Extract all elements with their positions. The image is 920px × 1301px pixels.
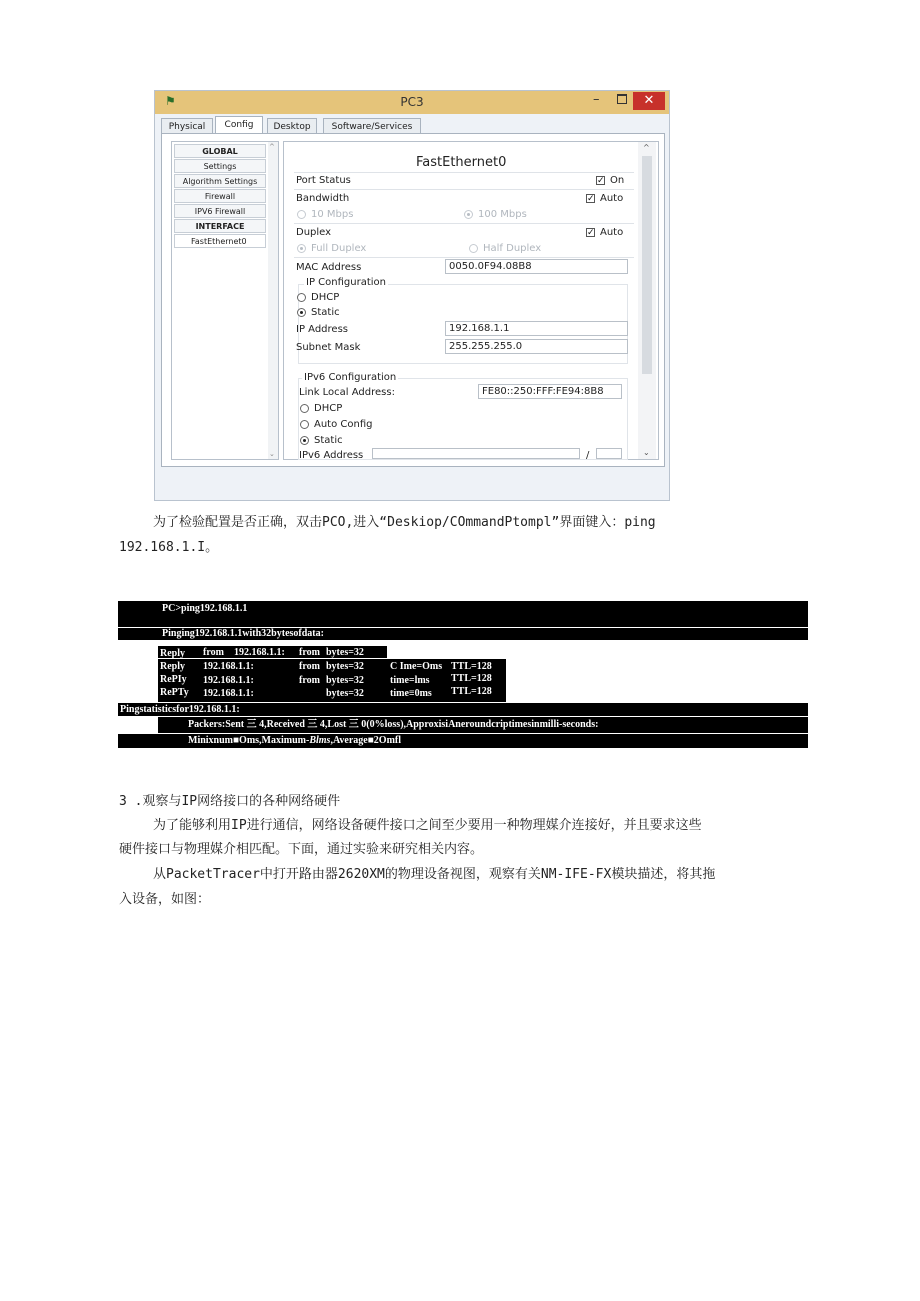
- duplex-auto-label: Auto: [600, 227, 624, 238]
- mac-address-field[interactable]: 0050.0F94.08B8: [445, 259, 628, 274]
- tab-config[interactable]: Config: [215, 116, 263, 135]
- ip-address-field[interactable]: 192.168.1.1: [445, 321, 628, 336]
- ipv6-address-field[interactable]: [372, 448, 580, 459]
- ip-config-label: IP Configuration: [306, 277, 386, 288]
- sidebar-item-global[interactable]: GLOBAL: [174, 144, 266, 158]
- title-bar: [155, 91, 669, 114]
- radio-static-label: Static: [311, 307, 340, 318]
- duplex-label: Duplex: [296, 227, 332, 238]
- console-cmd: PC>ping192.168.1.1: [162, 603, 248, 614]
- reply-3-ttl: TTL=128: [451, 673, 492, 684]
- window-title: PC3: [400, 95, 424, 109]
- radio-ipv6-dhcp-label: DHCP: [314, 403, 343, 414]
- radio-full-duplex[interactable]: [297, 244, 306, 253]
- console-minmax-a: Minixnum■Oms,Maximum-: [188, 735, 310, 746]
- sidebar-scrollbar[interactable]: [268, 142, 278, 459]
- reply-1-from: from: [203, 647, 224, 658]
- minimize-icon[interactable]: –: [593, 92, 600, 107]
- console-stats: Pingstatisticsfor192.168.1.1:: [120, 704, 240, 715]
- reply-3-time: time=lms: [390, 675, 430, 686]
- tab-software-services[interactable]: Software/Services: [323, 118, 421, 134]
- ipv6-prefix-field[interactable]: [596, 448, 622, 459]
- subnet-mask-label: Subnet Mask: [296, 342, 361, 353]
- console-packets: Packers:Sent 三 4,Received 三 4,Lost 三 0(0%loss),ApproxisiAneroundcriptimesinmilli-seconds:: [188, 719, 599, 730]
- panel-scrollbar[interactable]: [638, 142, 656, 459]
- reply-2-bytes: bytes=32: [326, 661, 364, 672]
- radio-100mbps[interactable]: [464, 210, 473, 219]
- sidebar-item-firewall[interactable]: Firewall: [174, 189, 266, 203]
- radio-dhcp-label: DHCP: [311, 292, 340, 303]
- radio-ipv6-auto[interactable]: [300, 420, 309, 429]
- reply-3-word: RePIy: [160, 674, 187, 685]
- pc3-window: [154, 90, 670, 501]
- bandwidth-auto-checkbox[interactable]: ✓: [587, 194, 595, 204]
- scroll-up-icon[interactable]: ^: [643, 143, 650, 152]
- radio-half-duplex[interactable]: [469, 244, 478, 253]
- reply-2-ttl: TTL=128: [451, 661, 492, 672]
- interface-panel: [283, 141, 659, 460]
- reply-4-word: RePTy: [160, 687, 189, 698]
- close-icon[interactable]: ✕: [633, 92, 665, 110]
- sidebar-item-settings[interactable]: Settings: [174, 159, 266, 173]
- paragraph-1-line-1: 为了检验配置是否正确，双击PCO,进入“Deskiop/COmmandPtompl”界面键入：ping: [153, 515, 656, 530]
- paragraph-3-line-2: 入设备，如图：: [119, 892, 211, 907]
- console-minmax: [188, 735, 401, 747]
- reply-3-from: from: [299, 675, 320, 686]
- reply-4-ip: 192.168.1.1:: [203, 688, 254, 699]
- sidebar-item-interface[interactable]: INTERFACE: [174, 219, 266, 233]
- reply-4-bytes: bytes=32: [326, 688, 364, 699]
- link-local-label: Link Local Address:: [299, 387, 395, 398]
- maximize-icon[interactable]: [617, 94, 627, 104]
- reply-3-ip: 192.168.1.1:: [203, 675, 254, 686]
- sidebar-item-algorithm-settings[interactable]: Algorithm Settings: [174, 174, 266, 188]
- radio-static[interactable]: [297, 308, 306, 317]
- mac-address-label: MAC Address: [296, 262, 362, 273]
- port-on-label: On: [610, 175, 625, 186]
- scroll-thumb[interactable]: [642, 156, 652, 374]
- port-on-checkbox[interactable]: ✓: [597, 176, 605, 186]
- prefix-slash: /: [586, 450, 590, 461]
- link-local-field[interactable]: FE80::250:FFF:FE94:8B8: [478, 384, 622, 399]
- reply-4-time: time≡0ms: [390, 688, 432, 699]
- reply-2-ip: 192.168.1.1:: [203, 661, 254, 672]
- reply-4-ttl: TTL=128: [451, 686, 492, 697]
- sidebar-item-fastethernet0[interactable]: FastEthernet0: [174, 234, 266, 248]
- radio-full-duplex-label: Full Duplex: [311, 243, 367, 254]
- scroll-down-icon[interactable]: ⌄: [643, 448, 650, 457]
- reply-1-ip: 192.168.1.1:: [234, 647, 285, 658]
- reply-1-word: Reply: [160, 648, 185, 659]
- paragraph-2-line-2: 硬件接口与物理媒介相匹配。下面，通过实验来研究相关内容。: [119, 842, 484, 857]
- app-logo-icon: ⚑: [165, 94, 176, 108]
- radio-ipv6-static[interactable]: [300, 436, 309, 445]
- sidebar-item-ipv6-firewall[interactable]: IPV6 Firewall: [174, 204, 266, 218]
- radio-ipv6-static-label: Static: [314, 435, 343, 446]
- bandwidth-auto-label: Auto: [600, 193, 624, 204]
- reply-2-time: C Ime=Oms: [390, 661, 443, 672]
- panel-heading: FastEthernet0: [416, 155, 507, 170]
- divider: [294, 223, 634, 224]
- reply-1-from2: from: [299, 647, 320, 658]
- console-pinging: Pinging192.168.1.1with32bytesofdata:: [162, 628, 324, 639]
- subnet-mask-field[interactable]: 255.255.255.0: [445, 339, 628, 354]
- radio-ipv6-dhcp[interactable]: [300, 404, 309, 413]
- bandwidth-label: Bandwidth: [296, 193, 350, 204]
- radio-dhcp[interactable]: [297, 293, 306, 302]
- ipv6-config-label: IPv6 Configuration: [304, 372, 397, 383]
- radio-ipv6-auto-label: Auto Config: [314, 419, 373, 430]
- divider: [294, 257, 634, 258]
- radio-100mbps-label: 100 Mbps: [478, 209, 527, 220]
- section-heading: 3 .观察与IP网络接口的各种网络硬件: [119, 794, 341, 809]
- paragraph-1-line-2: 192.168.1.I。: [119, 540, 219, 555]
- radio-10mbps-label: 10 Mbps: [311, 209, 354, 220]
- radio-10mbps[interactable]: [297, 210, 306, 219]
- reply-2-from: from: [299, 661, 320, 672]
- radio-half-duplex-label: Half Duplex: [483, 243, 542, 254]
- scroll-up-icon[interactable]: ^: [269, 143, 275, 151]
- config-sidebar: [171, 141, 279, 460]
- console-minmax-c: ,Average■2Omfl: [330, 735, 402, 746]
- reply-2-word: Reply: [160, 661, 185, 672]
- duplex-auto-checkbox[interactable]: ✓: [587, 228, 595, 238]
- console-minmax-b: Blms: [309, 735, 331, 746]
- divider: [294, 189, 634, 190]
- ip-address-label: IP Address: [296, 324, 348, 335]
- reply-3-bytes: bytes=32: [326, 675, 364, 686]
- scroll-down-icon[interactable]: ⌄: [269, 450, 275, 458]
- port-status-label: Port Status: [296, 175, 351, 186]
- paragraph-2-line-1: 为了能够利用IP进行通信，网络设备硬件接口之间至少要用一种物理媒介连接好，并且要求这些: [153, 818, 702, 833]
- paragraph-3-line-1: 从PacketTracer中打开路由器2620XM的物理设备视图，观察有关NM-IFE-FX模块描述，将其拖: [153, 867, 716, 882]
- reply-1-bytes: bytes=32: [326, 647, 364, 658]
- divider: [294, 172, 634, 173]
- tab-physical[interactable]: Physical: [161, 118, 213, 134]
- ipv6-address-label: IPv6 Address: [299, 450, 364, 461]
- tab-desktop[interactable]: Desktop: [267, 118, 317, 134]
